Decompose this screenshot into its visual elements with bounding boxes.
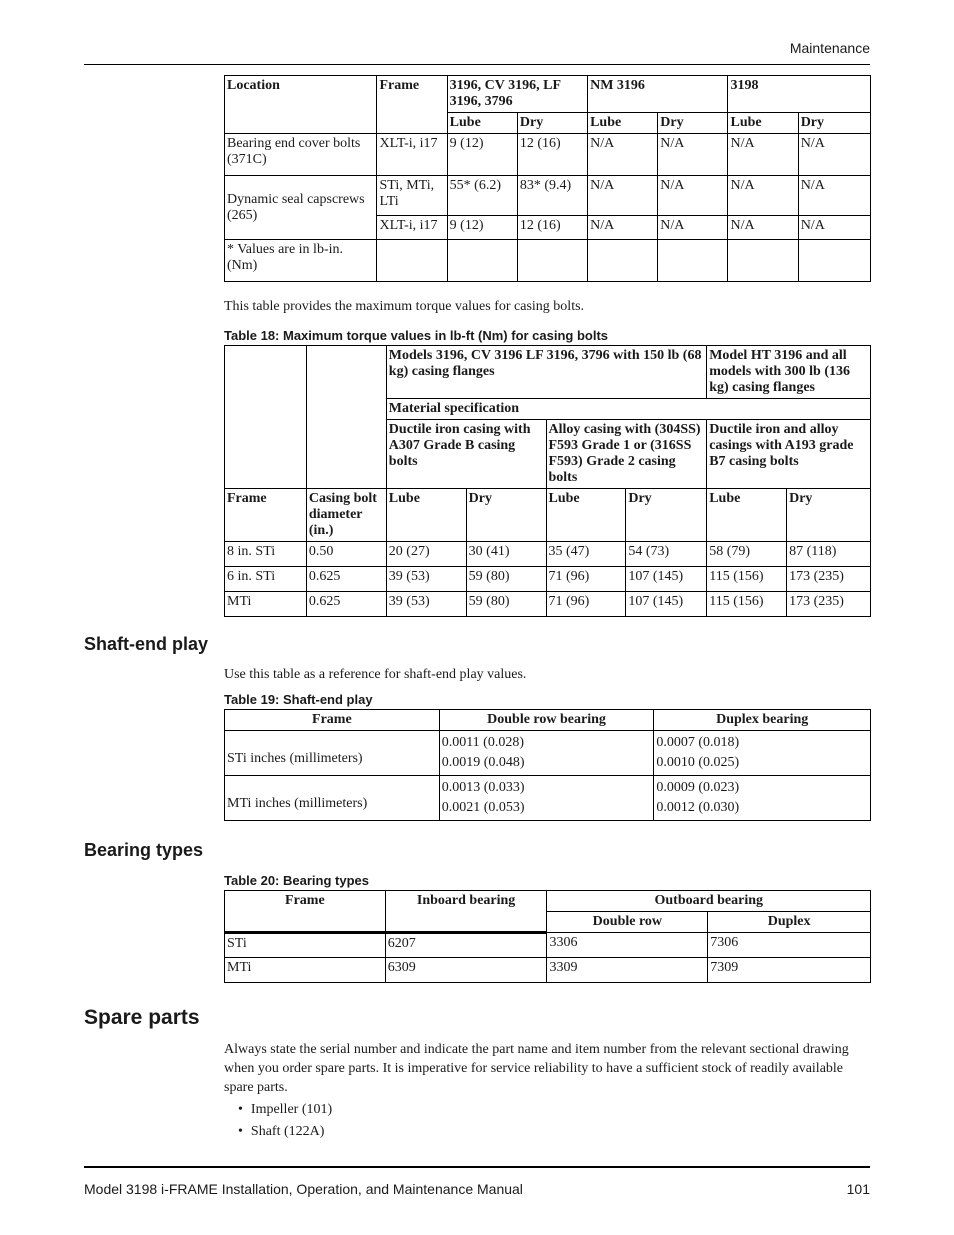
cell-value: 71 (96) xyxy=(546,567,626,592)
col-header-bolt-diameter: Casing bolt diameter (in.) xyxy=(306,489,386,542)
cell-double-row: 3306 xyxy=(547,933,708,958)
cell-frame: XLT-i, i17 xyxy=(377,216,447,240)
cell-double-row: 3309 xyxy=(547,958,708,983)
cell-value: N/A xyxy=(728,176,798,216)
cell-frame: MTi xyxy=(225,592,307,617)
spare-parts-body: Always state the serial number and indicate the part name and item number from the relevant sectional drawing when you order spare parts. It is imperative for service reliability to have a sufficient stock of readily available spare parts. xyxy=(224,1042,849,1095)
cell-location: Bearing end cover bolts (371C) xyxy=(225,134,377,176)
cell-value: 107 (145) xyxy=(626,567,707,592)
cell-value: 87 (118) xyxy=(787,542,871,567)
cell-value: 173 (235) xyxy=(787,567,871,592)
cell-value: 58 (79) xyxy=(707,542,787,567)
cell-frame: STi, MTi, LTi xyxy=(377,176,447,216)
col-header-dry: Dry xyxy=(658,113,728,134)
cell-value: N/A xyxy=(658,176,728,216)
section-heading-shaft-end-play: Shaft-end play xyxy=(84,634,209,654)
cell-value: 55* (6.2) xyxy=(447,176,517,216)
cell-value: 9 (12) xyxy=(447,134,517,176)
table-row xyxy=(225,567,871,592)
table-footnote: * Values are in lb-in. (Nm) xyxy=(225,240,377,282)
cell-duplex xyxy=(654,776,871,821)
col-header-300lb-models: Model HT 3196 and all models with 300 lb (136 kg) casing flanges xyxy=(707,346,871,399)
col-header-group-3196: 3196, CV 3196, LF 3196, 3796 xyxy=(447,76,587,113)
page-number: 101 xyxy=(846,1181,870,1197)
col-header-dry: Dry xyxy=(626,489,707,542)
cell-value: 115 (156) xyxy=(707,567,787,592)
table-row xyxy=(225,542,871,567)
cell-frame: MTi inches (millimeters) xyxy=(225,776,440,821)
shaft-end-play-table xyxy=(224,709,871,821)
col-header-location: Location xyxy=(225,76,377,134)
col-header-frame: Frame xyxy=(225,891,386,933)
cell-duplex: 7309 xyxy=(708,958,871,983)
cell-value: 71 (96) xyxy=(546,592,626,617)
cell-value: N/A xyxy=(588,216,658,240)
cell-value: 173 (235) xyxy=(787,592,871,617)
cell-value: 12 (16) xyxy=(517,216,587,240)
cell-value: 54 (73) xyxy=(626,542,707,567)
table-row xyxy=(225,958,871,983)
running-header: Maintenance xyxy=(789,40,870,56)
col-header-frame: Frame xyxy=(377,76,447,134)
shaft-end-play-intro: Use this table as a reference for shaft-end play values. xyxy=(224,667,527,682)
cell-frame: MTi xyxy=(225,958,386,983)
cell-double-row xyxy=(439,731,654,776)
table-row xyxy=(225,134,871,176)
cell-value: 59 (80) xyxy=(466,592,546,617)
section-heading-spare-parts: Spare parts xyxy=(84,1006,200,1029)
cell-value: N/A xyxy=(798,134,870,176)
col-header-group-3198: 3198 xyxy=(728,76,871,113)
cell-value: N/A xyxy=(798,176,870,216)
table-row xyxy=(225,731,871,776)
list-item: • Shaft (122A) xyxy=(238,1121,332,1143)
cell-frame: 8 in. STi xyxy=(225,542,307,567)
col-header-frame: Frame xyxy=(225,489,307,542)
cell-value: N/A xyxy=(588,176,658,216)
col-header-lube: Lube xyxy=(546,489,626,542)
bearing-types-table xyxy=(224,890,871,983)
value-line: 0.0019 (0.048) xyxy=(441,755,525,770)
cell-value: 59 (80) xyxy=(466,567,546,592)
col-header-alloy-casing: Alloy casing with (304SS) F593 Grade 1 or (316SS F593) Grade 2 casing bolts xyxy=(546,420,707,489)
cell-value: N/A xyxy=(728,216,798,240)
value-line: 0.0007 (0.018) xyxy=(656,735,740,750)
col-header-dry: Dry xyxy=(798,113,870,134)
cell-location: Dynamic seal capscrews (265) xyxy=(225,176,377,240)
col-header-lube: Lube xyxy=(728,113,798,134)
cell-value: N/A xyxy=(588,134,658,176)
header-rule xyxy=(84,64,870,65)
cell-duplex xyxy=(654,731,871,776)
col-header-150lb-models: Models 3196, CV 3196 LF 3196, 3796 with 150 lb (68 kg) casing flanges xyxy=(386,346,706,399)
col-header-lube: Lube xyxy=(386,489,466,542)
cell-value: 107 (145) xyxy=(626,592,707,617)
bolt-torque-table xyxy=(224,75,871,282)
cell-value: 20 (27) xyxy=(386,542,466,567)
cell-value: N/A xyxy=(658,134,728,176)
table20-caption: Table 20: Bearing types xyxy=(224,873,369,888)
table19-caption: Table 19: Shaft-end play xyxy=(224,692,373,707)
cell-diameter: 0.625 xyxy=(306,592,386,617)
section-heading-bearing-types: Bearing types xyxy=(84,840,204,860)
cell-value: N/A xyxy=(728,134,798,176)
table-row xyxy=(225,176,871,216)
table18-caption: Table 18: Maximum torque values in lb-ft (Nm) for casing bolts xyxy=(224,328,609,343)
cell-frame: XLT-i, i17 xyxy=(377,134,447,176)
list-item: • Impeller (101) xyxy=(238,1099,332,1121)
col-header-material-spec: Material specification xyxy=(386,399,870,420)
cell-frame: 6 in. STi xyxy=(225,567,307,592)
spare-parts-list xyxy=(238,1099,332,1143)
col-header-lube: Lube xyxy=(707,489,787,542)
col-header-lube: Lube xyxy=(447,113,517,134)
cell-value: 30 (41) xyxy=(466,542,546,567)
cell-duplex: 7306 xyxy=(708,933,871,958)
cell-inboard: 6309 xyxy=(385,958,547,983)
cell-value: 39 (53) xyxy=(386,567,466,592)
cell-value: 83* (9.4) xyxy=(517,176,587,216)
cell-diameter: 0.625 xyxy=(306,567,386,592)
value-line: 0.0013 (0.033) xyxy=(441,780,525,795)
cell-frame: STi xyxy=(225,933,386,958)
col-header-dry: Dry xyxy=(517,113,587,134)
col-header-b7-bolts: Ductile iron and alloy casings with A193 grade B7 casing bolts xyxy=(707,420,871,489)
col-header-duplex: Duplex xyxy=(708,912,871,933)
cell-value: 9 (12) xyxy=(447,216,517,240)
casing-bolts-intro: This table provides the maximum torque values for casing bolts. xyxy=(224,299,585,314)
cell-frame: STi inches (millimeters) xyxy=(225,731,440,776)
casing-bolt-torque-table xyxy=(224,345,871,617)
value-line: 0.0009 (0.023) xyxy=(656,780,740,795)
col-header-lube: Lube xyxy=(588,113,658,134)
col-header-group-nm3196: NM 3196 xyxy=(588,76,728,113)
table-row xyxy=(225,592,871,617)
blank-header-cell xyxy=(225,346,307,489)
cell-value: N/A xyxy=(658,216,728,240)
col-header-double-row: Double row bearing xyxy=(439,710,654,731)
value-line: 0.0021 (0.053) xyxy=(441,800,525,815)
footnote-row xyxy=(225,240,871,282)
col-header-outboard: Outboard bearing xyxy=(547,891,871,912)
col-header-duplex: Duplex bearing xyxy=(654,710,871,731)
cell-value: 115 (156) xyxy=(707,592,787,617)
value-line: 0.0010 (0.025) xyxy=(656,755,740,770)
footer-rule xyxy=(84,1166,870,1168)
col-header-frame: Frame xyxy=(225,710,440,731)
cell-value: N/A xyxy=(798,216,870,240)
footer-manual-title: Model 3198 i-FRAME Installation, Operation, and Maintenance Manual xyxy=(84,1181,523,1197)
value-line: 0.0011 (0.028) xyxy=(441,735,525,750)
col-header-dry: Dry xyxy=(787,489,871,542)
col-header-inboard: Inboard bearing xyxy=(385,891,547,933)
cell-value: 12 (16) xyxy=(517,134,587,176)
value-line: 0.0012 (0.030) xyxy=(656,800,740,815)
table-row xyxy=(225,933,871,958)
cell-diameter: 0.50 xyxy=(306,542,386,567)
cell-inboard: 6207 xyxy=(385,933,547,958)
cell-value: 39 (53) xyxy=(386,592,466,617)
table-row xyxy=(225,776,871,821)
col-header-dry: Dry xyxy=(466,489,546,542)
col-header-double-row: Double row xyxy=(547,912,708,933)
col-header-ductile-iron: Ductile iron casing with A307 Grade B casing bolts xyxy=(386,420,546,489)
cell-value: 35 (47) xyxy=(546,542,626,567)
cell-double-row xyxy=(439,776,654,821)
